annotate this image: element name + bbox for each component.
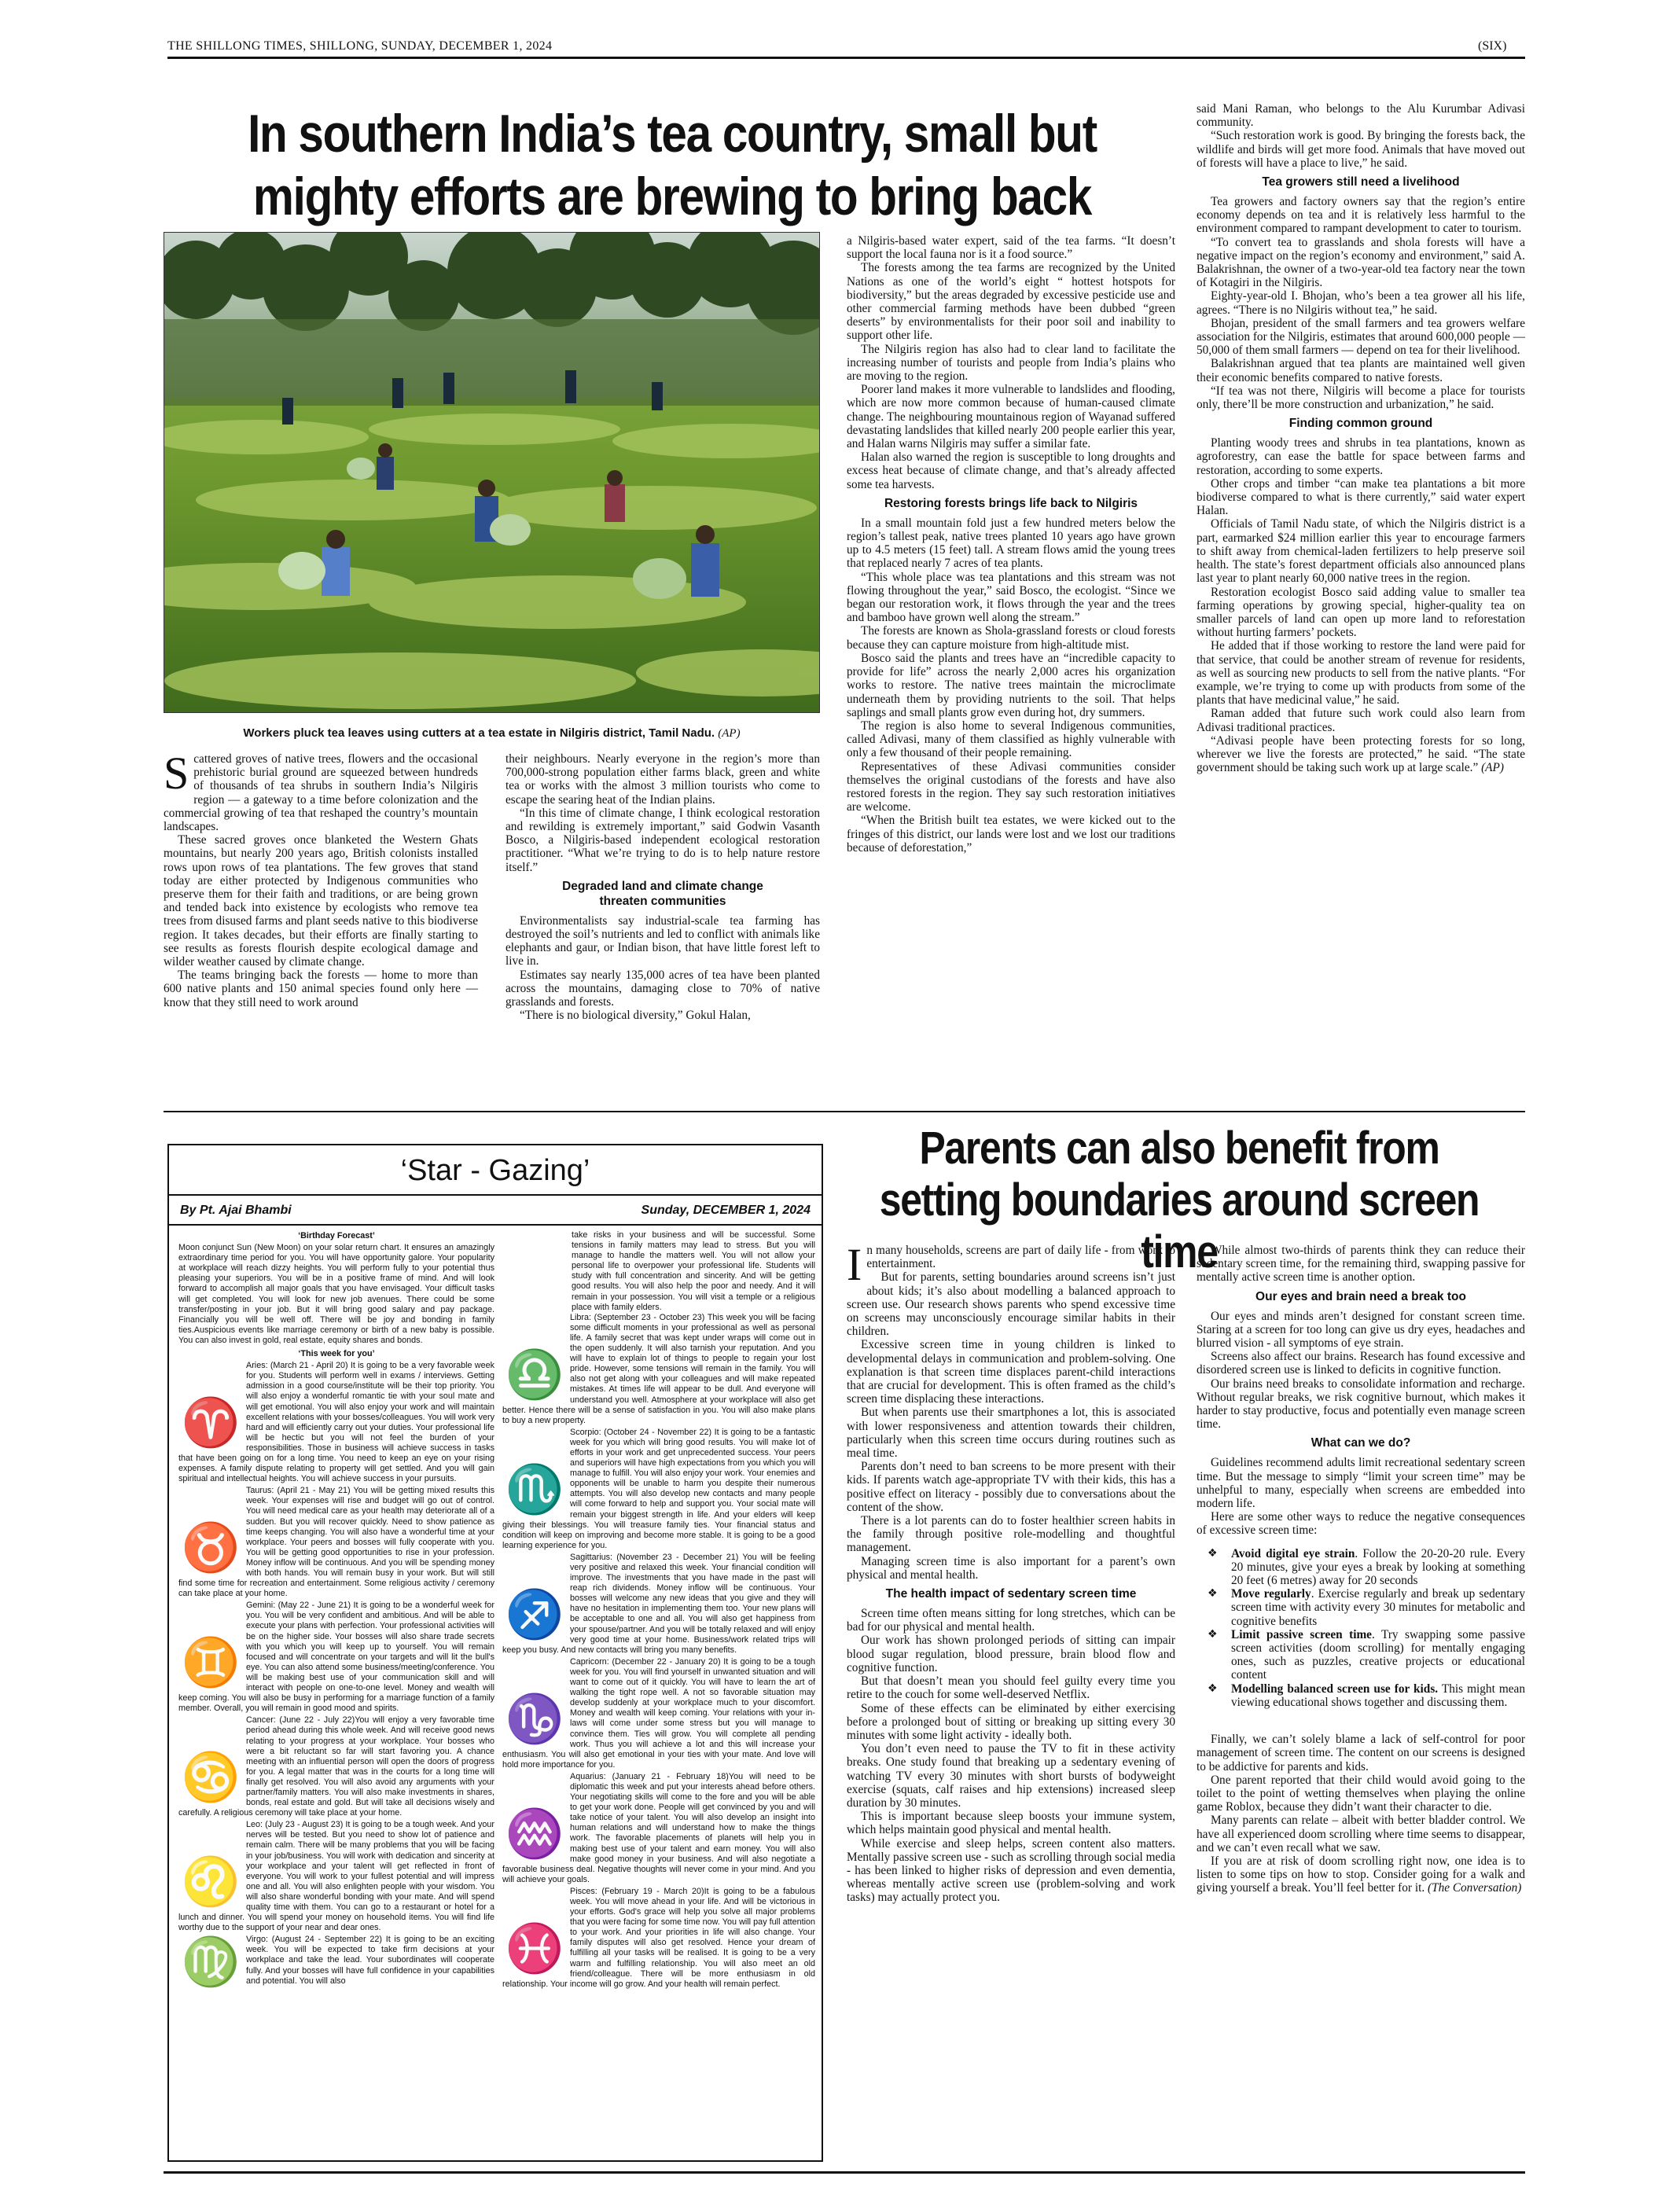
article1-paragraph: Balakrishnan argued that tea plants are maintained well given their economic benefits compared to native forests. [1197, 357, 1525, 384]
article2-paragraph: Our eyes and minds aren’t designed for constant screen time. Staring at a screen for too long can give us dry eyes, headaches and blurred vision - all symptoms of eye strain. [1197, 1309, 1525, 1351]
article1-paragraph: “To convert tea to grasslands and shola forests will have a negative impact on the region’s economy and environment,” said A. Balakrishnan, the owner of a two-year-old tea factory near the town of Kotagiri in the Nilgiris. [1197, 235, 1525, 290]
article1-paragraph: In a small mountain fold just a few hundred meters below the region’s tallest peak, native trees planted 10 years ago have grown up to 4.5 meters (15 feet) tall. A stream flows amid the young trees that replaced nearly 7 acres of tea plants. [847, 516, 1175, 571]
article2-subhead-health-impact: The health impact of sedentary screen time [885, 1587, 1137, 1601]
masthead-left: THE SHILLONG TIMES, SHILLONG, SUNDAY, DECEMBER 1, 2024 [167, 39, 553, 53]
article1-paragraph: Planting woody trees and shrubs in tea plantations, known as agroforestry, can ease the battle for space between farms and restoration, according to some experts. [1197, 436, 1525, 477]
horoscope-text: Leo: (July 23 - August 23) It is going to be a tough week. And your nerves will be tested. But you need to show lot of patience and remain calm. There will be many problems that you will be facing in your job/business. You will work with dedication and sincerity at your workplace and your talent will get reflected in front of everyone. You will work to your fullest potential and will impress one and all. You will also enlighten people with your wisdom. You will also share wonderful bonding with your mate. And will spend quality time with them. You can go to a restaurant or hotel for a lunch and dinner. You will spend your money on household items. You will find life worthy due to the support of your near and dear ones. [178, 1820, 494, 1933]
horoscope-right-column [502, 1230, 815, 1991]
horoscope-text: Virgo: (August 24 - September 22) It is going to be an exciting week. You will be expected to take firm decisions at your workplace and take the lead. Your subordinates will cooperate fully. And your bosses will have full confidence in your capabilities and potential. You will also [246, 1935, 494, 1986]
article2-credit: (The Conversation) [1427, 1881, 1522, 1895]
article1-paragraph: “If tea was not there, Nilgiris will become a place for tourists only, there’ll be more construction and urbanization,” he said. [1197, 384, 1525, 412]
article1-paragraph: Tea growers and factory owners say that the region’s entire economy depends on tea and it is relatively less harmful to the environment compared to rampant development to cater to tourism. [1197, 195, 1525, 236]
article2-paragraph: While exercise and sleep helps, screen content also matters. Mentally passive screen use - such as scrolling through social media - has been linked to higher risks of depression and even dementia, whereas mentally active screen use (problem-solving and work tasks) may actually protect you. [847, 1836, 1176, 1905]
gemini-twins-icon: ♊ [181, 1636, 241, 1689]
article2-headline: Parents can also benefit from setting boundaries around screen time [879, 1123, 1480, 1277]
bullet-bold: Avoid digital eye strain [1231, 1546, 1355, 1560]
article2-paragraph: Managing screen time is also important for a parent’s own physical and mental health. [847, 1554, 1175, 1582]
article2-col1 [847, 1239, 1176, 1905]
bullet-item [1201, 1587, 1525, 1628]
article1-paragraph: Raman added that future such work could also learn from Adivasi traditional practices. [1197, 707, 1525, 734]
horoscope-text: Capricorn: (December 22 - January 20) It is going to be a tough week for you. You will find yourself in unwanted situation and will want to come out of it quickly. You will have to learn the art of walking the tight rope well. A not so favorable situation may develop suddenly at your workplace much to your discomfort. Money and wealth will keep coming. Your relations with your in-laws will come under some stress but you will manage to convince them. Ties will grow. You will complete all pending work. Thus you will achieve a lot and this will increase your enthusiasm. You will also get emotional in your ties with your mate. And love will hold more importance for you. [502, 1656, 815, 1770]
article1-paragraph: “When the British built tea estates, we were kicked out to the fringes of this district, our lands were lost and we lost our traditions because of deforestation,” [847, 814, 1175, 855]
horoscope-text: Aries: (March 21 - April 20) It is going to be a very favorable week for you. Students will perform well in exams / interviews. Getting admission in a good course/institute will be their top priority. You will also enjoy a wonderful romantic tie with your soul mate and will get emotional. You will also enjoy your work and will maintain excellent relations with your bosses/colleagues. You will work very hard and will efficiently carry out your duties. Your professional life will be hectic but you will not feel the burden of your responsibilities. Those in business will achieve success in tasks that have been going on for a long time. You need to keep an eye on your rising expenses. A family dispute relating to property will get settled. And you will gain spiritual and intellectual heights. You will achieve success in your pursuits. [178, 1361, 494, 1484]
leo-lion-icon: ♌ [181, 1855, 241, 1909]
bullet-item [1201, 1682, 1525, 1709]
article1-paragraph: Eighty-year-old I. Bhojan, who’s been a tea grower all his life, agrees. “There is no Nilgiris without tea,” he said. [1197, 289, 1525, 317]
article1-paragraph: “In this time of climate change, I think ecological restoration and rewilding is extremely important,” said Godwin Vasanth Bosco, a Nilgiris-based independent ecological restoration practitioner. “What we’re trying to do is to help nature restore itself.” [505, 806, 820, 874]
birthday-forecast-text: Moon conjunct Sun (New Moon) on your solar return chart. It ensures an amazingly extraordinary time period for you. You will have opportunity galore. Your popularity at workplace will reach dizzy heights. You will perform fully to your potential thus pleasing your superiors. You will be in a positive frame of mind. And will look forward to accomplish all major goals that you have envisaged. Your difficult tasks will get completed. You will look for new job avenues. There could be some transfer/posting in your job. But it will bring good salary and pay package. Financially you will be well off. There will be joy and bonding in family ties.Auspicious events like marriage ceremony or birth of a new baby is possible. You can also invest in gold, real estate, equity shares and bonds. [178, 1243, 494, 1345]
diamond-bullet-icon: ❖ [1208, 1627, 1218, 1641]
horoscope-libra [502, 1313, 815, 1426]
diamond-bullet-icon: ❖ [1208, 1546, 1218, 1560]
article1-paragraph: “Such restoration work is good. By bringing the forests back, the wildlife and birds will get more food. Animals that have moved out of forests will have a place to live,” he said. [1197, 129, 1525, 170]
star-gazing-author: By Pt. Ajai Bhambi [180, 1204, 292, 1217]
bullet-bold: Limit passive screen time [1231, 1627, 1372, 1641]
star-gazing-box [167, 1144, 823, 2162]
article1-paragraph: Other crops and timber “can make tea plantations a bit more biodiverse compared to what is there currently,” said water expert Halan. [1197, 476, 1525, 518]
article2-paragraph: You don’t even need to pause the TV to fit in these activity breaks. One study found that breaking up a sedentary evening of watching TV every 30 minutes with short bursts of bodyweight exercise (squats, calf raises and hip extensions) increased sleep duration by 30 minutes. [847, 1742, 1175, 1810]
article2-paragraph: Screens also affect our brains. Research has found excessive and disordered screen use is linked to deficits in cognitive function. [1197, 1350, 1525, 1377]
page-number: (SIX) [1478, 39, 1507, 53]
star-gazing-title: ‘Star - Gazing’ [400, 1154, 590, 1187]
horoscope-capricorn [502, 1657, 815, 1770]
article1-paragraph: cattered groves of native trees, flowers and the occasional prehistoric burial ground are squeezed between hundreds of thousands of tea shrubs in southern India’s Nilgiris region — a gateway to a time before colonization and the commercial growing of tea that reshaped the country’s mountain landscapes. [164, 752, 478, 834]
diamond-bullet-icon: ❖ [1208, 1682, 1218, 1695]
photo-caption [164, 726, 820, 741]
article1-col2 [505, 752, 820, 1022]
star-gazing-date: Sunday, DECEMBER 1, 2024 [641, 1204, 811, 1217]
horoscope-aries [178, 1361, 494, 1484]
article1-paragraph: Estimates say nearly 135,000 acres of tea have been planted across the mountains, damaging close to 70% of native grasslands and forests. [505, 968, 820, 1009]
article1-paragraph: These sacred groves once blanketed the Western Ghats mountains, but nearly 200 years ago, British colonists installed rows upon rows of tea plantations. The few groves that stand today are either protected by Indigenous communities who preserve them for their faith and traditions, or are being grown and tended back into existence by ecologists who remove tea trees from disused farms and plant seeds native to this biodiverse region. It takes decades, but their efforts are finally starting to see results as forests flourish despite ecological damage and wilder weather caused by climate change. [164, 833, 478, 969]
article2-paragraph: But for parents, setting boundaries around screens isn’t just about kids; it’s also about modelling a balanced approach to screen use. Our research shows parents who spend excessive time on screens may unconsciously encourage similar habits in their children. [847, 1270, 1175, 1339]
article1-subhead-degraded-land: Degraded land and climate change threaten communities [562, 879, 763, 908]
bullet-text: . Exercise regularly and break up sedentary screen time with activity every 30 minutes for metabolic and cognitive benefits [1231, 1587, 1525, 1628]
horoscope-cancer [178, 1715, 494, 1818]
scorpio-scorpion-icon: ♏ [505, 1462, 564, 1516]
horoscope-text: Cancer: (June 22 - July 22)You will enjoy a very favorable time period ahead during this whole week. And will receive good news relating to your progress at your workplace. Your bosses who were a bit reluctant so far will start favoring you. A chance meeting with an influential person will open the doors of progress for you. A legal matter that was in the courts for a long time will finally get resolved. You will also avoid any arguments with your partner/family matters. You will also make investments in shares, bonds, real estate and gold. But will take all decisions wisely and carefully. A religious ceremony will take place at your home. [178, 1715, 494, 1818]
article2-paragraph: Our brains need breaks to consolidate information and recharge. Without regular breaks, we risk cognitive burnout, which makes it harder to stay productive, focus and potentially even manage screen time. [1197, 1377, 1525, 1432]
horoscope-scorpio [502, 1428, 815, 1551]
tea-estate-photo [164, 232, 820, 713]
horoscope-gemini [178, 1601, 494, 1714]
article2-paragraph: Parents don’t need to ban screens to be more present with their kids. If parents watch age-appropriate TV with their kids, this has a positive effect on literacy - possibly due to conversations about the content of the show. [847, 1460, 1175, 1514]
page-bottom-rule [164, 2171, 1525, 2174]
article1-paragraph: their neighbours. Nearly everyone in the region’s more than 700,000-strong population either farms black, green and white tea or works with the almost 3 million tourists who come to escape the searing heat of the Indian plains. [505, 752, 820, 807]
bullet-item [1201, 1547, 1525, 1588]
article2-paragraph: One parent reported that their child would avoid going to the toilet to the point of wetting themselves when playing the online game Roblox, because they didn’t want their character to die. [1197, 1773, 1525, 1814]
article1-paragraph: He added that if those working to restore the land were paid for that service, that could be another stream of revenue for residents, as well as sourcing new products to sell from the native plants. “For example, we’re trying to come up with products from some of the plants that have medicinal value,” he said. [1197, 639, 1525, 708]
horoscope-text: Aquarius: (January 21 - February 18)You will need to be diplomatic this week and put your interests ahead before others. Your negotiating skills will come to the fore and you will be able to get your work done. People will get convinced by you and will take notice of your talent. You will also develop an insight into human relations and will understand how to make the things work. The favorable placements of planets will help you in making best use of your talent and earn money. You will also make good money in your business. And will also negotiate a favorable business deal. Negative thoughts will never come in your mind. And you will achieve your goals. [502, 1771, 815, 1884]
birthday-forecast-title: ‘Birthday Forecast’ [298, 1231, 375, 1241]
star-gazing-title-rule [169, 1194, 822, 1196]
section-divider [164, 1111, 1525, 1112]
article1-subhead-restoring-forests: Restoring forests brings life back to Nilgiris [884, 496, 1138, 510]
bullet-text: This might mean viewing educational shows together and discussing them. [1231, 1682, 1525, 1709]
article2-paragraph: But that doesn’t mean you should feel guilty every time you retire to the couch for some well-deserved Netflix. [847, 1674, 1175, 1702]
article2-paragraph: n many households, screens are part of daily life - from work to entertainment. [866, 1244, 1175, 1271]
article1-paragraph: “There is no biological diversity,” Gokul Halan, [520, 1009, 751, 1023]
article1-paragraph: The teams bringing back the forests — home to more than 600 native plants and 150 animal species found only here — know that they still need to work around [164, 969, 478, 1009]
article2-paragraph [1197, 1854, 1525, 1895]
article1-paragraph: a Nilgiris-based water expert, said of the tea farms. “It doesn’t support the local fauna nor is it a food source.” [847, 234, 1175, 262]
horoscope-aquarius [502, 1772, 815, 1885]
article2-col2 [1197, 1244, 1525, 1895]
article1-paragraph: Representatives of these Adivasi communities consider themselves the original custodians of the forests and have also restored forests in the region. They say such restoration initiatives are welcome. [847, 759, 1175, 814]
bullet-bold: Modelling balanced screen use for kids. [1231, 1682, 1439, 1696]
article1-paragraph: Bosco said the plants and trees have an “incredible capacity to provide for life” across the nearly 2,000 acres his organization works to restore. The native trees maintain the microclimate underneath them by providing nutrients to the soil. That helps saplings and small plants grow even during hot, dry summers. [847, 651, 1175, 719]
article2-paragraph: Finally, we can’t solely blame a lack of self-control for poor management of screen time. The content on our screens is designed to be addictive for parents and kids. [1197, 1733, 1525, 1773]
article1-headline: In southern India’s tea country, small but mighty efforts are brewing to bring back [248, 104, 1097, 226]
this-week-title: ‘This week for you’ [298, 1349, 375, 1359]
virgo-maiden-icon: ♍ [181, 1935, 241, 1989]
article2-paragraph: Here are some other ways to reduce the negative consequences of excessive screen time: [1197, 1510, 1525, 1538]
article1-col4 [1197, 102, 1525, 774]
horoscope-text: Scorpio: (October 24 - November 22) It is going to be a fantastic week for you which will bring good results. You will make lot of efforts in your work and get unprecedented success. Your peers and superiors will have high expectations from you which you will manage to fulfill. You will also enjoy your work. Your enemies and opponents will be unable to harm you despite their numerous attempts. You will also develop new contacts and many people will come forward to help and support you. Your social mate will remain your biggest strength in life. And your elders will keep giving their blessings. You will treasure family ties. Your financial status and condition will keep on improving and become more stable. It is going to be a good learning experience for you. [502, 1427, 815, 1550]
horoscope-pisces [502, 1887, 815, 1990]
aries-ram-icon: ♈ [181, 1396, 241, 1450]
article1-col1 [164, 748, 478, 1009]
article2-paragraph: Our work has shown prolonged periods of sitting can impair blood sugar regulation, blood pressure, brain blood flow and cognitive function. [847, 1634, 1175, 1674]
diamond-bullet-icon: ❖ [1208, 1587, 1218, 1601]
article1-paragraph: The forests among the tea farms are recognized by the United Nations as one of the world’s eight “ hottest hotspots for biodiversity,” but the areas degraded by excessive pesticide use and other commercial farming methods have been dubbed “green deserts” by environmentalists for their poor soil and inability to support other life. [847, 261, 1175, 343]
article2-paragraph: Guidelines recommend adults limit recreational sedentary screen time. But the message to simply “limit your screen time” may be unhelpful to many, especially when screens are embedded into modern life. [1197, 1456, 1525, 1511]
article1-paragraph: Bhojan, president of the small farmers and tea growers welfare association for the Nilgiris, estimates that around 600,000 people — 50,000 of them small farmers — depend on tea for their livelihood. [1197, 316, 1525, 358]
photo-caption-text: Workers pluck tea leaves using cutters at a tea estate in Nilgiris district, Tamil Nadu. [243, 726, 715, 740]
pisces-fish-icon: ♓ [505, 1921, 564, 1975]
horoscope-left-column [178, 1230, 494, 1991]
bullet-text: . Follow the 20-20-20 rule. Every 20 minutes, give your eyes a break by looking at something 20 feet (6 metres) away for 20 seconds [1231, 1546, 1525, 1588]
article1-dropcap: S [164, 748, 189, 799]
article1-credit: (AP) [1481, 761, 1504, 775]
horoscope-text: Taurus: (April 21 - May 21) You will be getting mixed results this week. Your expenses will rise and budget will go out of control. You will need medical care as your health may deteriorate all of a sudden. But you will recover quickly. Need to show patience as time keeps changing. You will also have a wonderful time at your workplace. Your peers and bosses will fully cooperate with you. You will be getting good opportunities to rise in your profession. Money inflow will be continuous. And you will be spending money with both hands. You will remain busy in your work. But will still find some time for recreation and entertainment. Some religious activity / ceremony can take place at your home. [178, 1486, 494, 1599]
article1-paragraph: The region is also home to several Indigenous communities, called Adivasi, many of them classified as highly vulnerable with only a few thousand of their people remaining. [847, 719, 1175, 760]
tea-estate-photo-image [164, 233, 820, 713]
horoscope-leo [178, 1820, 494, 1933]
article1-subhead-tea-growers: Tea growers still need a livelihood [1262, 175, 1460, 189]
bullet-text: . Try swapping some passive screen activities (doom scrolling) for mentally engaging ones, such as puzzles, creative projects or educational content [1231, 1627, 1525, 1682]
horoscope-text: Libra: (September 23 - October 23) This week you will be facing some difficult moments in your professional as well as personal life. A family secret that was kept under wraps will come out in the open suddenly. It will also tarnish your reputation. And you will have to explain lot of things to people to regain your lost pride. However, some tensions will remain in the family. You will also not get along with your colleagues and will make repeated mistakes. At times life will appear to be dull. And everyone will understand you well. Atmosphere at your workplace will also get better. Hence there will be a sense of satisfaction in you. You will also make plans to buy a new property. [502, 1312, 815, 1425]
article2-paragraph: Some of these effects can be eliminated by either exercising before a prolonged bout of sitting or breaking up sitting every 30 minutes with some light activity - ideally both. [847, 1701, 1175, 1742]
star-gazing-byline-rule [169, 1224, 822, 1226]
article2-paragraph: But when parents use their smartphones a lot, this is associated with lower responsiveness and attention towards their children, particularly when this screen time occurs during routines such as meal time. [847, 1406, 1175, 1461]
article1-paragraph: Restoration ecologist Bosco said adding value to smaller tea farming operations by growing special, higher-quality tea on smaller parcels of land can open up more land to reforestation without hurting farmers’ pockets. [1197, 585, 1525, 640]
capricorn-goat-icon: ♑ [505, 1692, 564, 1745]
masthead-rule [167, 57, 1525, 59]
article1-paragraph: Officials of Tamil Nadu state, of which the Nilgiris district is a part, earmarked $24 million earlier this year to encourage farmers to shift away from chemical-laden fertilizers to help preserve soil health. The state’s forest department officials also announced plans last year to plant nearly 60,000 native trees in the region. [1197, 517, 1525, 586]
article2-paragraph: Many parents can relate – albeit with better bladder control. We have all experienced doom scrolling where time seems to disappear, and we can’t even recall what we saw. [1197, 1814, 1525, 1854]
article2-subhead-what-can-we-do: What can we do? [1311, 1436, 1411, 1450]
article1-last-paragraph-text: “Adivasi people have been protecting forests for so long, wherever we live the forests are protected,” he said. “The state government should be taking such work up at large scale.” [1197, 733, 1525, 775]
article2-paragraph: Excessive screen time in young children is linked to developmental delays in communication and problem-solving. One explanation is that screen time displaces parent-child interactions that are crucial for development. This is often framed as the child’s screen time displacing these interactions. [847, 1338, 1175, 1406]
article1-subhead-common-ground: Finding common ground [1288, 417, 1433, 431]
article2-last-paragraph-text: If you are at risk of doom scrolling right now, one idea is to listen to some tips on how to stop. Consider going for a walk and giving yourself a break. You’ll feel better for it. [1197, 1854, 1525, 1895]
horoscope-taurus [178, 1486, 494, 1599]
cancer-crab-icon: ♋ [181, 1751, 241, 1804]
article2-dropcap: I [847, 1239, 862, 1290]
article1-paragraph: Poorer land makes it more vulnerable to landslides and flooding, which are now more common because of human-caused climate change. The neighbouring mountainous region of Wayanad suffered devastating landslides that killed nearly 200 people earlier this year, and Halan warns Nilgiris may suffer a similar fate. [847, 383, 1175, 451]
article1-paragraph [1197, 734, 1525, 775]
bullet-item [1201, 1628, 1525, 1682]
article2-paragraph: This is important because sleep boosts your immune system, which helps maintain good physical and mental health. [847, 1810, 1175, 1837]
aquarius-water-bearer-icon: ♒ [505, 1807, 564, 1860]
article2-paragraph: There is a lot parents can do to foster healthier screen habits in the family through positive role-modelling and thoughtful management. [847, 1514, 1175, 1555]
article1-paragraph: The Nilgiris region has also had to clear land to facilitate the increasing number of tourists and people from India’s plains who are moving to the region. [847, 342, 1175, 384]
horoscope-sagittarius [502, 1553, 815, 1656]
horoscope-text: Gemini: (May 22 - June 21) It is going to be a wonderful week for you. You will be very confident and ambitious. And will be able to execute your plans with perfection. Your professional activities will be on the higher side. Your bosses will also share trade secrets with you which you will keep up to yourself. You will remain focused and will concentrate on your targets and will lit the bull's eye. You can also attend some business/meeting/conference. You will be making best use of your communication skill and will interact with people on one-to-one level. Money and wealth will keep coming. You will also be busy in performing for a marriage function of a family member. Overall, you will remain in good mood and spirits. [178, 1601, 494, 1714]
article2-paragraph: While almost two-thirds of parents think they can reduce their sedentary screen time, for the remaining third, swapping passive for mentally active screen time is another option. [1197, 1244, 1525, 1285]
bullet-bold: Move regularly [1231, 1587, 1311, 1601]
virgo-continued-text: take risks in your business and will be successful. Some tensions in family matters may lead to stress. But you will manage to handle the matters well. You will not allow your personal life to overpower your professional life. Students will study with full concentration and sincerity. And will be getting good results. You will also help the poor and needy. And it will remain in your possession. You will visit a temple or a religious place with family elders. [572, 1230, 815, 1312]
article2-paragraph: Screen time often means sitting for long stretches, which can be bad for our physical and mental health. [847, 1607, 1175, 1634]
taurus-bull-icon: ♉ [181, 1521, 241, 1575]
horoscope-text: Sagittarius: (November 23 - December 21) You will be feeling very positive and relaxed this week. Your financial condition will improve. The investments that you have made in the past will reap rich dividends. Money inflow will be continuous. Your bosses will welcome any new ideas that you give and they will have no hesitation in implementing them too. Your new plans will be acceptable to one and all. You will also get happiness from your spouse/partner. And you will be totally relaxed and will enjoy very good time at your home. Business/work related trips will keep you busy. And new contacts will bring you many benefits. [502, 1552, 815, 1655]
horoscope-virgo [178, 1935, 494, 1989]
libra-scales-icon: ♎ [505, 1347, 564, 1401]
article2-subhead-eyes-brain: Our eyes and brain need a break too [1255, 1289, 1466, 1303]
article1-paragraph: “This whole place was tea plantations and this stream was not flowing throughout the year,” said Bosco, the ecologist. “Since we began our restoration work, it flows through the year and the trees and bamboo have grown well along the stream.” [847, 570, 1175, 625]
photo-caption-credit: (AP) [718, 727, 741, 740]
horoscope-text: Pisces: (February 19 - March 20)It is going to be a fabulous week. You will move ahead in your life. And will be victorious in your efforts. God's grace will help you solve all major problems that you were facing for some time now. You will pay full attention to your work. And your priorities in life will also change. Your family disputes will also get resolved. Hence your dream of fulfilling all your tasks will be realised. It is going to be a very warm and fulfilling relationship. You will also meet an old friend/colleague. There will be more enthusiasm in old relationship. Your income will go grow. And your health will remain perfect. [502, 1886, 815, 1989]
article1-paragraph: The forests are known as Shola-grassland forests or cloud forests because they can capture moisture from high-altitude mist. [847, 624, 1175, 652]
article1-col3 [847, 234, 1175, 855]
sagittarius-archer-icon: ♐ [505, 1587, 564, 1641]
article1-paragraph: Environmentalists say industrial-scale tea farming has destroyed the soil’s nutrients and led to conflict with animals like elephants and gaur, or Indian bison, that have little forest left to live in. [505, 913, 820, 969]
article1-paragraph: Halan also warned the region is susceptible to long droughts and excess heat because of climate change, and that’s already affected some tea harvests. [847, 450, 1175, 491]
article1-paragraph: said Mani Raman, who belongs to the Alu Kurumbar Adivasi community. [1197, 102, 1525, 130]
